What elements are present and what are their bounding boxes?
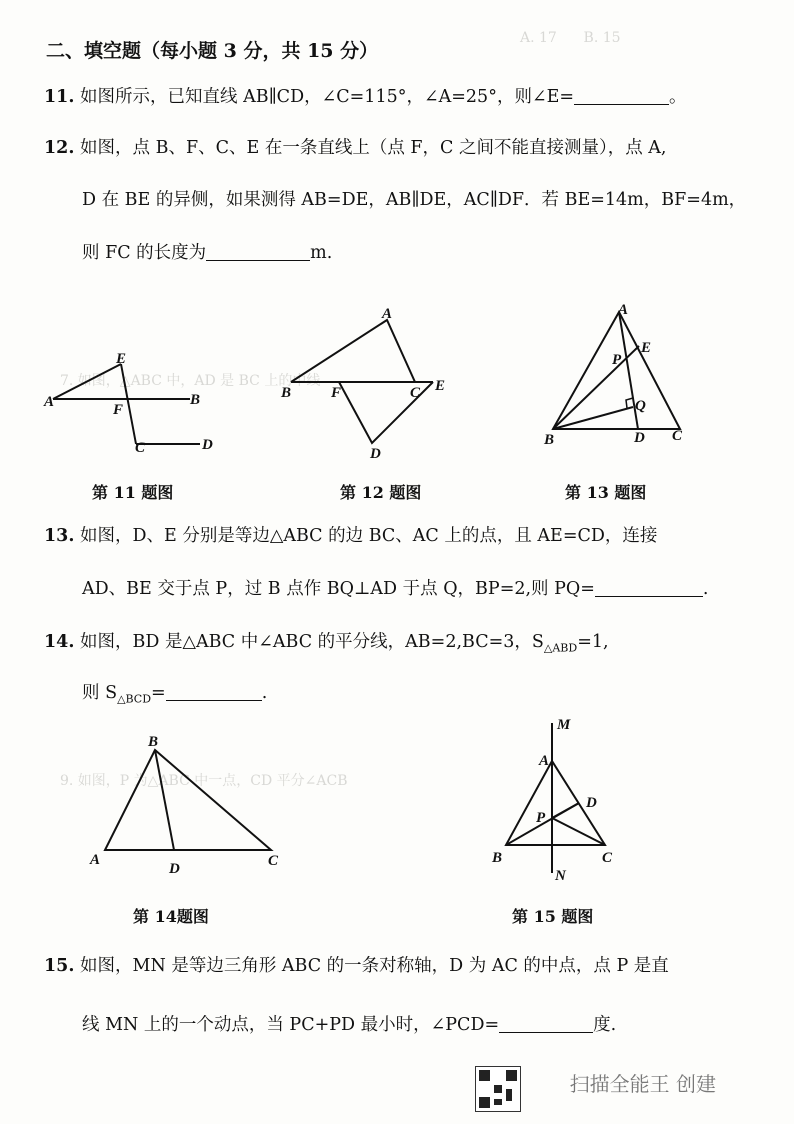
bleed-through-text: A. 17 B. 15: [520, 30, 621, 46]
figure-13-caption: 第 13 题图: [565, 483, 647, 502]
question-text: =: [151, 683, 166, 703]
question-13-line-1: [44, 528, 657, 546]
figure-12-caption: 第 12 题图: [340, 483, 422, 502]
triangle-abc: [105, 750, 271, 850]
point-label-e: E: [116, 351, 127, 367]
answer-blank[interactable]: [574, 88, 669, 105]
point-label-d: D: [586, 795, 597, 811]
question-text: 如图，点 B、F、C、E 在一条直线上（点 F，C 之间不能直接测量），点 A,: [80, 138, 667, 158]
question-14-line-1: [44, 634, 609, 654]
question-text: 则 FC 的长度为: [82, 243, 207, 263]
question-text: 线 MN 上的一个动点，当 PC+PD 最小时，∠PCD=: [82, 1015, 500, 1035]
question-number: 14.: [44, 632, 75, 652]
question-end: .: [261, 683, 268, 703]
question-text: 则 S: [82, 683, 118, 703]
figure-11-caption: 第 11 题图: [92, 483, 174, 502]
point-label-a: A: [44, 394, 55, 410]
point-label-c: C: [268, 853, 279, 869]
point-label-d: D: [634, 430, 645, 446]
question-text: 如图，D、E 分别是等边△ABC 的边 BC、AC 上的点，且 AE=CD，连接: [80, 526, 658, 546]
question-12-line-2: D 在 BE 的异侧，如果测得 AB=DE，AB∥DE，AC∥DF．若 BE=14m，BF=4m，: [82, 190, 747, 210]
question-text: 如图，BD 是△ABC 中∠ABC 的平分线，AB=2,BC=3，S: [80, 632, 544, 652]
triangle-abc: [291, 320, 415, 382]
point-label-e: E: [641, 340, 652, 356]
segment-ae: [53, 364, 121, 399]
segment-ec: [121, 364, 136, 444]
unit-label: 度.: [593, 1015, 617, 1035]
qr-code-icon: [475, 1066, 521, 1112]
point-label-p: P: [612, 352, 622, 368]
bleed-through-text: 7. 如图，△ABC 中，AD 是 BC 上的中线: [60, 373, 321, 389]
question-text: 如图，MN 是等边三角形 ABC 的一条对称轴，D 为 AC 的中点，点 P 是直: [80, 956, 669, 976]
question-number: 11.: [44, 87, 75, 107]
question-15-line-2: [82, 1016, 616, 1035]
point-label-a: A: [90, 852, 101, 868]
question-15-line-1: [44, 958, 669, 976]
bleed-through-text: 9. 如图，P 为△ABC 中一点，CD 平分∠ACB: [60, 773, 348, 789]
area-subscript: △BCD: [117, 692, 152, 706]
section-title: 二、填空题（每小题 3 分，共 15 分）: [46, 40, 379, 62]
answer-blank[interactable]: [166, 684, 262, 701]
point-label-f: F: [113, 402, 124, 418]
question-text: =1,: [577, 632, 609, 652]
question-12-line-3: [82, 244, 332, 263]
question-13-line-2: [82, 580, 708, 599]
point-label-c: C: [672, 428, 683, 444]
figure-11: [40, 350, 240, 460]
point-label-b: B: [492, 850, 503, 866]
point-label-b: B: [148, 734, 159, 750]
question-11: [44, 88, 687, 107]
point-label-f: F: [331, 385, 342, 401]
point-label-b: B: [281, 385, 292, 401]
point-label-a: A: [539, 753, 550, 769]
unit-label: m.: [310, 243, 333, 263]
figure-12: [275, 300, 455, 465]
point-label-c: C: [410, 385, 421, 401]
point-label-q: Q: [635, 398, 646, 414]
answer-blank[interactable]: [206, 244, 310, 261]
question-end: 。: [669, 87, 687, 107]
point-label-m: M: [557, 717, 571, 733]
point-label-a: A: [382, 306, 393, 322]
point-label-e: E: [435, 378, 446, 394]
point-label-b: B: [544, 432, 555, 448]
figure-15: [485, 715, 635, 885]
question-end: .: [702, 579, 709, 599]
point-label-d: D: [370, 446, 381, 462]
point-label-d: D: [169, 861, 180, 877]
question-number: 13.: [44, 526, 75, 546]
question-14-line-2: [82, 684, 267, 705]
segment-pd: [552, 803, 579, 818]
point-label-c: C: [135, 440, 146, 456]
area-subscript: △ABD: [543, 641, 578, 655]
figure-14: [88, 728, 298, 878]
figure-13: [540, 300, 700, 450]
point-label-n: N: [555, 868, 566, 884]
question-text: 如图所示，已知直线 AB∥CD，∠C=115°，∠A=25°，则∠E=: [80, 87, 575, 107]
point-label-a: A: [618, 302, 629, 318]
answer-blank[interactable]: [499, 1016, 593, 1033]
point-label-b: B: [190, 392, 201, 408]
point-label-p: P: [536, 810, 546, 826]
point-label-d: D: [202, 437, 213, 453]
question-number: 15.: [44, 956, 75, 976]
figure-14-caption: 第 14题图: [133, 907, 209, 926]
answer-blank[interactable]: [595, 580, 703, 597]
point-label-c: C: [602, 850, 613, 866]
figure-15-caption: 第 15 题图: [512, 907, 594, 926]
question-12-line-1: [44, 140, 667, 158]
question-text: AD、BE 交于点 P，过 B 点作 BQ⊥AD 于点 Q，BP=2,则 PQ=: [82, 579, 595, 599]
question-number: 12.: [44, 138, 75, 158]
scanner-watermark: 扫描全能王 创建: [569, 1072, 716, 1096]
